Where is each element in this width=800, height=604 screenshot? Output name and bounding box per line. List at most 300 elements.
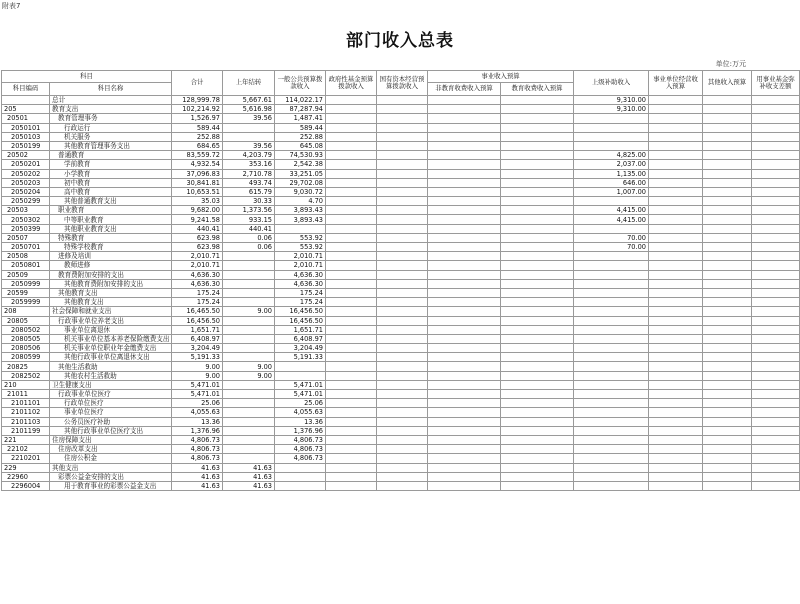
cell-name: 事业单位离退休 — [50, 325, 172, 334]
cell-state-capital — [377, 454, 428, 463]
cell-carryover: 30.33 — [223, 197, 275, 206]
cell-superior-subsidy: 9,310.00 — [574, 105, 649, 114]
cell-business-edufee — [501, 141, 574, 150]
cell-state-capital — [377, 334, 428, 343]
table-row — [2, 123, 800, 132]
cell-gov-fund — [326, 187, 377, 196]
table-row — [2, 316, 800, 325]
cell-code: 229 — [2, 463, 50, 472]
cell-other-income — [703, 197, 752, 206]
cell-code: 221 — [2, 435, 50, 444]
cell-total: 10,653.51 — [172, 187, 223, 196]
cell-gov-fund — [326, 252, 377, 261]
cell-business-nonfee — [428, 408, 501, 417]
cell-fund-use — [752, 426, 800, 435]
cell-gov-fund — [326, 224, 377, 233]
cell-business-edufee — [501, 380, 574, 389]
cell-fund-use — [752, 445, 800, 454]
cell-general-budget: 1,376.96 — [275, 426, 326, 435]
cell-gov-fund — [326, 298, 377, 307]
cell-fund-use — [752, 463, 800, 472]
cell-state-capital — [377, 132, 428, 141]
header-carryover: 上年结转 — [223, 71, 275, 96]
cell-fund-use — [752, 114, 800, 123]
cell-superior-subsidy — [574, 279, 649, 288]
cell-state-capital — [377, 215, 428, 224]
cell-state-capital — [377, 325, 428, 334]
cell-other-income — [703, 325, 752, 334]
cell-other-income — [703, 215, 752, 224]
cell-name: 行政事业单位医疗 — [50, 390, 172, 399]
cell-general-budget: 6,408.97 — [275, 334, 326, 343]
cell-carryover — [223, 316, 275, 325]
cell-business-nonfee — [428, 334, 501, 343]
cell-gov-fund — [326, 435, 377, 444]
cell-total: 5,471.01 — [172, 390, 223, 399]
cell-code: 2050701 — [2, 243, 50, 252]
unit-label: 单位:万元 — [715, 60, 746, 68]
header-business-edufee: 教育收费收入预算 — [501, 83, 574, 96]
cell-superior-subsidy — [574, 463, 649, 472]
cell-affiliated-units — [649, 380, 703, 389]
cell-business-nonfee — [428, 344, 501, 353]
cell-superior-subsidy — [574, 426, 649, 435]
cell-business-edufee — [501, 261, 574, 270]
cell-business-edufee — [501, 270, 574, 279]
cell-state-capital — [377, 224, 428, 233]
cell-fund-use — [752, 169, 800, 178]
cell-business-edufee — [501, 408, 574, 417]
cell-affiliated-units — [649, 187, 703, 196]
cell-business-nonfee — [428, 316, 501, 325]
cell-code: 2059999 — [2, 298, 50, 307]
table-row — [2, 252, 800, 261]
table-row — [2, 353, 800, 362]
cell-business-nonfee — [428, 307, 501, 316]
cell-general-budget: 13.36 — [275, 417, 326, 426]
cell-affiliated-units — [649, 344, 703, 353]
cell-other-income — [703, 371, 752, 380]
cell-superior-subsidy — [574, 481, 649, 490]
cell-code: 208 — [2, 307, 50, 316]
cell-carryover — [223, 270, 275, 279]
table-row — [2, 426, 800, 435]
cell-gov-fund — [326, 215, 377, 224]
cell-other-income — [703, 380, 752, 389]
cell-fund-use — [752, 417, 800, 426]
cell-affiliated-units — [649, 197, 703, 206]
cell-code: 22102 — [2, 445, 50, 454]
cell-affiliated-units — [649, 151, 703, 160]
cell-gov-fund — [326, 316, 377, 325]
cell-business-edufee — [501, 206, 574, 215]
cell-state-capital — [377, 141, 428, 150]
table-row — [2, 114, 800, 123]
cell-business-edufee — [501, 435, 574, 444]
cell-business-edufee — [501, 298, 574, 307]
cell-name: 其他教育费附加安排的支出 — [50, 279, 172, 288]
cell-gov-fund — [326, 288, 377, 297]
cell-business-nonfee — [428, 233, 501, 242]
cell-general-budget: 4,806.73 — [275, 454, 326, 463]
cell-general-budget: 25.06 — [275, 399, 326, 408]
cell-state-capital — [377, 279, 428, 288]
cell-superior-subsidy: 1,135.00 — [574, 169, 649, 178]
cell-gov-fund — [326, 197, 377, 206]
cell-business-edufee — [501, 325, 574, 334]
cell-general-budget: 1,651.71 — [275, 325, 326, 334]
table-row — [2, 445, 800, 454]
cell-gov-fund — [326, 279, 377, 288]
cell-code: 2101101 — [2, 399, 50, 408]
cell-fund-use — [752, 279, 800, 288]
cell-name: 机关服务 — [50, 132, 172, 141]
header-other-income: 其他收入预算 — [703, 71, 752, 96]
table-row — [2, 362, 800, 371]
cell-other-income — [703, 408, 752, 417]
cell-general-budget: 4,636.30 — [275, 270, 326, 279]
cell-gov-fund — [326, 151, 377, 160]
cell-business-nonfee — [428, 435, 501, 444]
cell-superior-subsidy — [574, 114, 649, 123]
cell-gov-fund — [326, 344, 377, 353]
cell-other-income — [703, 316, 752, 325]
cell-carryover — [223, 279, 275, 288]
cell-fund-use — [752, 233, 800, 242]
cell-business-nonfee — [428, 481, 501, 490]
table-row — [2, 481, 800, 490]
cell-affiliated-units — [649, 114, 703, 123]
cell-business-nonfee — [428, 288, 501, 297]
cell-name: 其他农村生活救助 — [50, 371, 172, 380]
cell-code: 2101103 — [2, 417, 50, 426]
cell-code: 2082502 — [2, 371, 50, 380]
cell-affiliated-units — [649, 123, 703, 132]
cell-total: 2,010.71 — [172, 252, 223, 261]
cell-general-budget: 3,893.43 — [275, 215, 326, 224]
cell-code: 2296004 — [2, 481, 50, 490]
cell-code: 21011 — [2, 390, 50, 399]
cell-other-income — [703, 187, 752, 196]
cell-carryover — [223, 252, 275, 261]
table-row — [2, 187, 800, 196]
cell-affiliated-units — [649, 252, 703, 261]
cell-carryover: 615.79 — [223, 187, 275, 196]
cell-affiliated-units — [649, 316, 703, 325]
cell-superior-subsidy: 4,415.00 — [574, 206, 649, 215]
cell-total: 589.44 — [172, 123, 223, 132]
cell-name: 中等职业教育 — [50, 215, 172, 224]
cell-total: 2,010.71 — [172, 261, 223, 270]
cell-general-budget — [275, 362, 326, 371]
cell-state-capital — [377, 481, 428, 490]
cell-affiliated-units — [649, 215, 703, 224]
cell-affiliated-units — [649, 353, 703, 362]
cell-code: 2050999 — [2, 279, 50, 288]
cell-other-income — [703, 362, 752, 371]
table-row — [2, 307, 800, 316]
cell-gov-fund — [326, 96, 377, 105]
cell-general-budget: 16,456.50 — [275, 307, 326, 316]
table-row — [2, 197, 800, 206]
cell-state-capital — [377, 463, 428, 472]
cell-affiliated-units — [649, 270, 703, 279]
cell-business-edufee — [501, 454, 574, 463]
cell-fund-use — [752, 160, 800, 169]
cell-other-income — [703, 463, 752, 472]
cell-business-edufee — [501, 169, 574, 178]
cell-fund-use — [752, 399, 800, 408]
cell-name: 行政事业单位养老支出 — [50, 316, 172, 325]
cell-total: 3,204.49 — [172, 344, 223, 353]
cell-other-income — [703, 169, 752, 178]
cell-other-income — [703, 243, 752, 252]
cell-carryover — [223, 408, 275, 417]
cell-superior-subsidy — [574, 445, 649, 454]
cell-other-income — [703, 141, 752, 150]
cell-fund-use — [752, 270, 800, 279]
cell-total: 16,456.50 — [172, 316, 223, 325]
cell-business-nonfee — [428, 279, 501, 288]
cell-fund-use — [752, 316, 800, 325]
cell-state-capital — [377, 298, 428, 307]
cell-total: 623.98 — [172, 243, 223, 252]
cell-name: 行政运行 — [50, 123, 172, 132]
table-row — [2, 390, 800, 399]
cell-general-budget: 5,191.33 — [275, 353, 326, 362]
cell-superior-subsidy — [574, 417, 649, 426]
cell-general-budget: 645.08 — [275, 141, 326, 150]
cell-business-nonfee — [428, 417, 501, 426]
cell-business-edufee — [501, 307, 574, 316]
cell-carryover — [223, 390, 275, 399]
cell-total: 252.88 — [172, 132, 223, 141]
cell-fund-use — [752, 344, 800, 353]
cell-carryover — [223, 325, 275, 334]
cell-business-edufee — [501, 288, 574, 297]
cell-business-edufee — [501, 371, 574, 380]
cell-fund-use — [752, 261, 800, 270]
cell-carryover — [223, 454, 275, 463]
cell-gov-fund — [326, 380, 377, 389]
cell-carryover: 9.00 — [223, 307, 275, 316]
cell-superior-subsidy — [574, 298, 649, 307]
cell-state-capital — [377, 435, 428, 444]
cell-name: 教师进修 — [50, 261, 172, 270]
cell-gov-fund — [326, 178, 377, 187]
cell-carryover: 39.56 — [223, 141, 275, 150]
table-row — [2, 344, 800, 353]
cell-gov-fund — [326, 426, 377, 435]
cell-total: 1,376.96 — [172, 426, 223, 435]
table-row — [2, 261, 800, 270]
cell-other-income — [703, 123, 752, 132]
cell-code — [2, 96, 50, 105]
cell-superior-subsidy — [574, 197, 649, 206]
cell-fund-use — [752, 481, 800, 490]
cell-name: 卫生健康支出 — [50, 380, 172, 389]
cell-gov-fund — [326, 233, 377, 242]
header-business-nonfee: 非教育收费收入预算 — [428, 83, 501, 96]
cell-state-capital — [377, 380, 428, 389]
table-row — [2, 215, 800, 224]
cell-fund-use — [752, 325, 800, 334]
cell-carryover: 933.15 — [223, 215, 275, 224]
cell-affiliated-units — [649, 472, 703, 481]
cell-other-income — [703, 178, 752, 187]
cell-code: 2050103 — [2, 132, 50, 141]
cell-other-income — [703, 334, 752, 343]
cell-state-capital — [377, 96, 428, 105]
cell-business-nonfee — [428, 187, 501, 196]
header-total: 合计 — [172, 71, 223, 96]
table-row — [2, 334, 800, 343]
cell-general-budget: 4,806.73 — [275, 445, 326, 454]
cell-name: 其他行政事业单位医疗支出 — [50, 426, 172, 435]
cell-carryover: 41.63 — [223, 472, 275, 481]
cell-carryover — [223, 288, 275, 297]
cell-general-budget: 4,806.73 — [275, 435, 326, 444]
cell-total: 35.03 — [172, 197, 223, 206]
cell-business-edufee — [501, 151, 574, 160]
cell-superior-subsidy — [574, 399, 649, 408]
cell-name: 其他教育管理事务支出 — [50, 141, 172, 150]
cell-state-capital — [377, 105, 428, 114]
cell-affiliated-units — [649, 279, 703, 288]
cell-general-budget — [275, 371, 326, 380]
cell-total: 4,055.63 — [172, 408, 223, 417]
cell-business-nonfee — [428, 399, 501, 408]
cell-fund-use — [752, 252, 800, 261]
cell-superior-subsidy — [574, 362, 649, 371]
cell-name: 其他生活救助 — [50, 362, 172, 371]
cell-carryover: 41.63 — [223, 463, 275, 472]
cell-business-nonfee — [428, 261, 501, 270]
cell-other-income — [703, 288, 752, 297]
cell-name: 机关事业单位职业年金缴费支出 — [50, 344, 172, 353]
cell-code: 20509 — [2, 270, 50, 279]
cell-state-capital — [377, 344, 428, 353]
header-general-budget: 一般公共预算拨款收入 — [275, 71, 326, 96]
cell-total: 5,471.01 — [172, 380, 223, 389]
cell-business-nonfee — [428, 298, 501, 307]
cell-state-capital — [377, 178, 428, 187]
cell-superior-subsidy — [574, 344, 649, 353]
cell-business-edufee — [501, 123, 574, 132]
header-name: 科目名称 — [50, 83, 172, 96]
cell-fund-use — [752, 288, 800, 297]
cell-carryover — [223, 445, 275, 454]
cell-business-nonfee — [428, 353, 501, 362]
cell-carryover — [223, 380, 275, 389]
cell-other-income — [703, 252, 752, 261]
table-row — [2, 141, 800, 150]
cell-total: 128,999.78 — [172, 96, 223, 105]
cell-business-edufee — [501, 233, 574, 242]
cell-general-budget: 29,702.08 — [275, 178, 326, 187]
cell-business-nonfee — [428, 224, 501, 233]
cell-gov-fund — [326, 307, 377, 316]
cell-state-capital — [377, 187, 428, 196]
cell-state-capital — [377, 472, 428, 481]
cell-name: 其他支出 — [50, 463, 172, 472]
cell-gov-fund — [326, 105, 377, 114]
cell-general-budget: 9,030.72 — [275, 187, 326, 196]
cell-superior-subsidy: 70.00 — [574, 233, 649, 242]
cell-state-capital — [377, 197, 428, 206]
cell-business-edufee — [501, 472, 574, 481]
cell-state-capital — [377, 261, 428, 270]
cell-business-nonfee — [428, 243, 501, 252]
cell-fund-use — [752, 353, 800, 362]
cell-business-nonfee — [428, 197, 501, 206]
cell-fund-use — [752, 298, 800, 307]
table-row — [2, 243, 800, 252]
header-business-income: 事业收入预算 — [428, 71, 574, 83]
cell-name: 社会保障和就业支出 — [50, 307, 172, 316]
cell-affiliated-units — [649, 105, 703, 114]
cell-business-edufee — [501, 224, 574, 233]
cell-superior-subsidy — [574, 307, 649, 316]
cell-state-capital — [377, 169, 428, 178]
table-row — [2, 325, 800, 334]
cell-carryover: 1,373.56 — [223, 206, 275, 215]
cell-code: 2080506 — [2, 344, 50, 353]
cell-business-nonfee — [428, 380, 501, 389]
cell-state-capital — [377, 426, 428, 435]
cell-total: 37,096.83 — [172, 169, 223, 178]
cell-business-edufee — [501, 132, 574, 141]
table-row — [2, 105, 800, 114]
cell-affiliated-units — [649, 243, 703, 252]
cell-fund-use — [752, 197, 800, 206]
cell-gov-fund — [326, 261, 377, 270]
cell-code: 2050203 — [2, 178, 50, 187]
table-row — [2, 96, 800, 105]
cell-business-nonfee — [428, 105, 501, 114]
cell-fund-use — [752, 141, 800, 150]
cell-affiliated-units — [649, 463, 703, 472]
cell-affiliated-units — [649, 481, 703, 490]
cell-name: 公务员医疗补助 — [50, 417, 172, 426]
cell-name: 用于教育事业的彩票公益金支出 — [50, 481, 172, 490]
cell-state-capital — [377, 362, 428, 371]
cell-superior-subsidy — [574, 252, 649, 261]
cell-business-nonfee — [428, 96, 501, 105]
cell-code: 2050801 — [2, 261, 50, 270]
cell-fund-use — [752, 243, 800, 252]
cell-business-edufee — [501, 316, 574, 325]
cell-business-edufee — [501, 178, 574, 187]
cell-total: 16,465.50 — [172, 307, 223, 316]
cell-code: 2080502 — [2, 325, 50, 334]
cell-gov-fund — [326, 408, 377, 417]
cell-code: 20503 — [2, 206, 50, 215]
cell-fund-use — [752, 151, 800, 160]
cell-code: 20502 — [2, 151, 50, 160]
cell-business-nonfee — [428, 463, 501, 472]
cell-other-income — [703, 132, 752, 141]
cell-general-budget: 2,542.38 — [275, 160, 326, 169]
cell-business-edufee — [501, 390, 574, 399]
cell-state-capital — [377, 233, 428, 242]
cell-superior-subsidy: 1,007.00 — [574, 187, 649, 196]
cell-state-capital — [377, 270, 428, 279]
cell-general-budget: 87,287.94 — [275, 105, 326, 114]
cell-name: 其他普通教育支出 — [50, 197, 172, 206]
cell-carryover: 2,710.78 — [223, 169, 275, 178]
cell-code: 210 — [2, 380, 50, 389]
